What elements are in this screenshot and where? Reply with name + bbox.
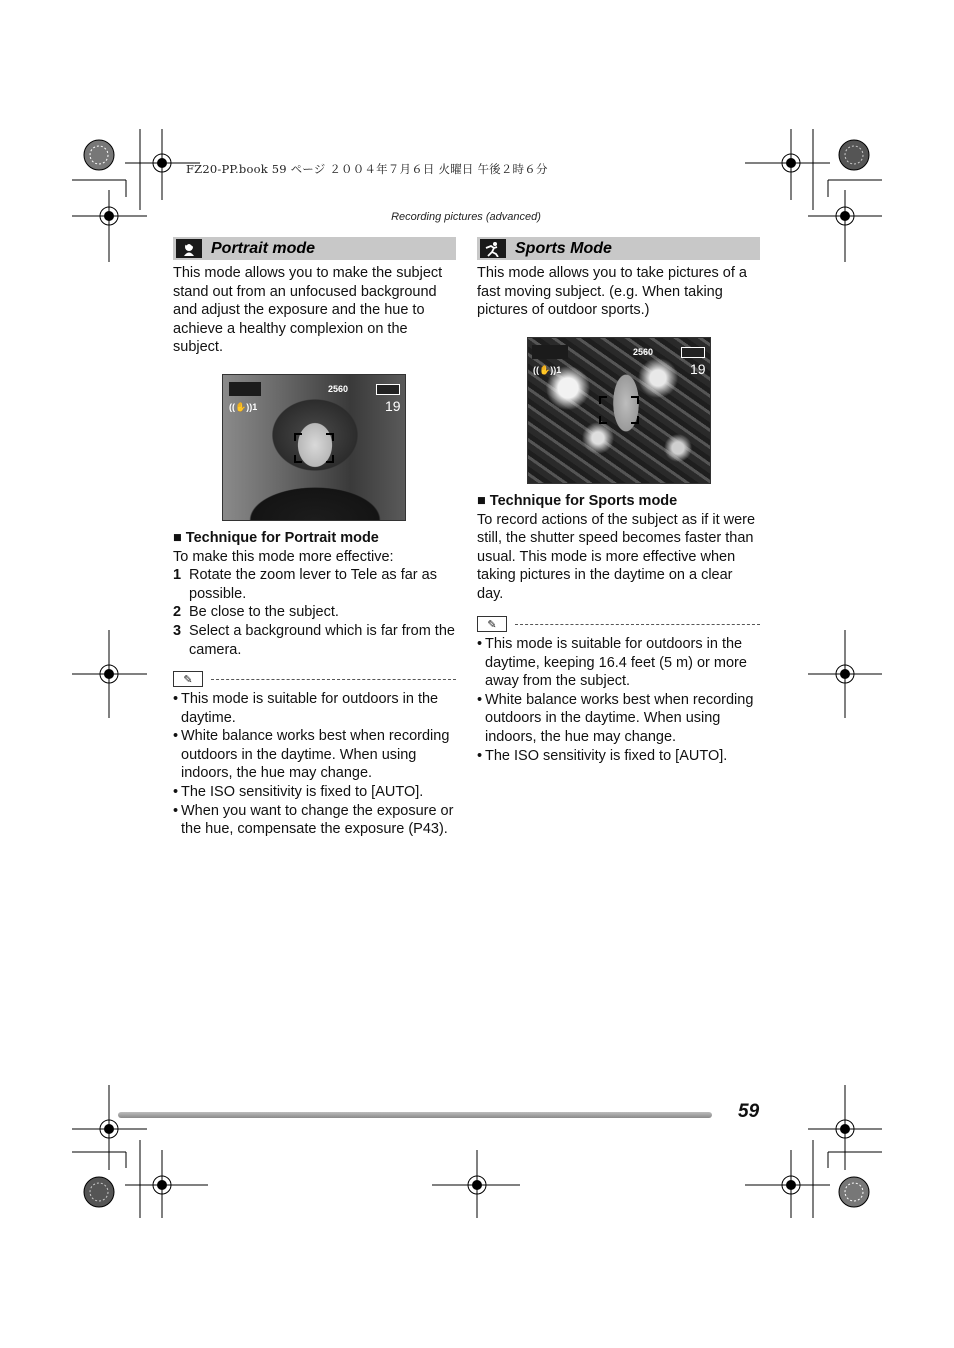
dashed-divider [515,624,760,625]
list-item: • This mode is suitable for outdoors in the daytime, keeping 16.4 feet (5 m) or more away from the subject. [477,635,762,691]
stabilizer-mode: 1 [252,402,258,412]
sports-technique-text: To record actions of the subject as if it were still, the shutter speed becomes faster than usual. This mode is more effective when taking pictures in the daytime on a clear day. [477,511,756,602]
step-number: 2 [173,604,182,621]
list-item: • This mode is suitable for outdoors in the daytime. [173,690,458,727]
list-item: • White balance works best when recording outdoors in the daytime. When using indoors, the hue may change. [173,727,458,783]
section-title: Portrait mode [211,239,316,257]
footer-bar [118,1112,712,1118]
page-number: 59 [738,1101,760,1122]
portrait-notes [173,690,458,839]
portrait-sample-photo [222,374,406,521]
stabilizer-mode: 1 [556,365,562,375]
lcd-shots-remaining: 19 [385,398,401,414]
lcd-pixels: 2560 [633,347,654,357]
list-item: • The ISO sensitivity is fixed to [AUTO]. [173,783,458,802]
list-item [173,622,458,659]
portrait-intro [173,264,458,357]
sports-sample-photo [527,337,711,484]
print-meta-line: FZ20-PP.book 59 ページ ２００４年７月６日 火曜日 午後２時６分 [186,162,548,176]
stabilizer-icon: ((✋))1 [533,365,562,375]
portrait-steps [173,566,458,659]
list-item: • When you want to change the exposure or the hue, compensate the exposure (P43). [173,802,458,839]
portrait-technique [173,529,458,659]
running-head: Recording pictures (advanced) [391,211,541,223]
portrait-technique-heading: ■ Technique for Portrait mode [173,530,379,546]
stabilizer-icon: ((✋))1 [229,402,258,412]
portrait-technique-intro: To make this mode more effective: [173,548,394,565]
dashed-divider [211,679,456,680]
lcd-pixels: 2560 [328,384,349,394]
portrait-mode-header [173,237,456,260]
step-number: 1 [173,567,182,584]
sports-notes [477,635,762,765]
list-item [173,603,458,622]
note-icon: ✎ [173,671,203,687]
lcd-mode-icons [532,345,568,359]
af-frame-icon [599,396,639,424]
step-text: Be close to the subject. [189,604,339,621]
portrait-mode-icon [176,239,202,258]
list-item [173,566,458,603]
step-number: 3 [173,622,182,639]
lcd-shots-remaining: 19 [690,361,706,377]
sports-mode-icon [480,239,506,258]
step-text: Select a background which is far from the camera. [189,622,455,658]
list-item: • White balance works best when recording outdoors in the daytime. When using indoors, the hue may change. [477,691,762,747]
af-frame-icon [294,433,334,463]
sports-technique [477,492,762,604]
sports-mode-header [477,237,760,260]
lcd-mode-icons [229,382,261,396]
sports-note-divider [477,615,760,633]
section-title: Sports Mode [515,239,612,257]
step-text: Rotate the zoom lever to Tele as far as possible. [189,567,437,602]
portrait-note-divider [173,670,456,688]
note-icon: ✎ [477,616,507,632]
battery-icon [376,384,400,395]
sports-technique-heading: ■ Technique for Sports mode [477,493,678,509]
sports-intro [477,264,762,320]
battery-icon [681,347,705,358]
portrait-intro-text: This mode allows you to make the subject stand out from an unfocused background and adjust the exposure and the hue to achieve a healthy complexion on the subject. [173,265,443,356]
list-item: • The ISO sensitivity is fixed to [AUTO]. [477,747,762,766]
sports-intro-text: This mode allows you to take pictures of a fast moving subject. (e.g. When taking pictures of outdoor sports.) [477,265,747,319]
